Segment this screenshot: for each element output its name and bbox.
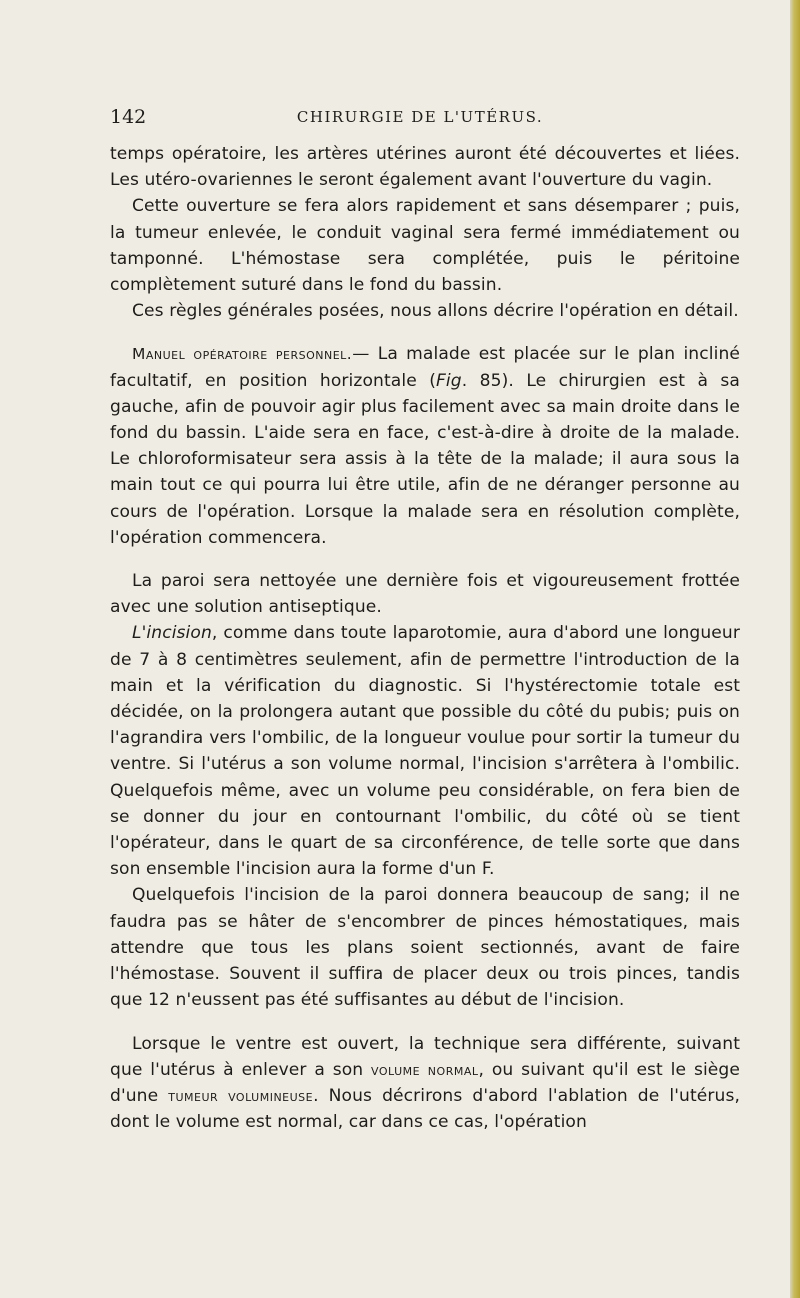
term-volume-normal: volume normal <box>371 1060 479 1079</box>
term-tumeur-volumineuse: tumeur volumineuse <box>168 1086 314 1105</box>
incision-term: L'incision <box>132 623 212 644</box>
paragraph-3: Ces règles générales posées, nous allons décrire l'opération en détail. <box>132 301 739 322</box>
page-header <box>110 106 730 132</box>
paragraph-8-text-b: , ou suivant qu'il est le siège d'une <box>110 1059 740 1106</box>
paragraph-4-text-a: — La malade est placée sur le plan incliné facultatif, en position horizontale ( <box>110 344 740 391</box>
paragraph-6 <box>110 620 740 882</box>
paragraph-8 <box>110 1031 740 1136</box>
paragraph-1: temps opératoire, les artères utérines auront été découvertes et liées. Les utéro-ovariennes le seront également avant l'ouverture du vagin. <box>110 144 740 191</box>
paragraph-6-text: , comme dans toute laparotomie, aura d'abord une longueur de 7 à 8 centimètres seulement, afin de permettre l'introduction de la main et la vérification du diagnostic. Si l'hystérectomie totale est décidée, on la prolongera autant que possible du côté du pubis; puis on l'agrandira vers l'ombilic, de la longueur voulue pour sortir la tumeur du ventre. Si l'utérus a son volume normal, l'incision s'arrêtera à l'ombilic. Quelquefois même, avec un volume peu considérable, on fera bien de se donner du jour en contournant l'ombilic, du côté où se tient l'opérateur, dans le quart de sa circonférence, de telle sorte que dans son ensemble l'incision aura la forme d'un F. <box>110 623 740 880</box>
running-title: CHIRURGIE DE L'UTÉRUS. <box>296 108 544 126</box>
page-number: 142 <box>110 106 147 128</box>
figure-reference: Fig <box>436 370 462 391</box>
paragraph-4-text-b: . 85). Le chirurgien est à sa gauche, afin de pouvoir agir plus facilement avec sa main droite dans le fond du bassin. L'aide sera en face, c'est-à-dire à droite de la malade. Le chloroformisateur sera assis à la tête de la malade; il aura sous la main tout ce qui pourra lui être utile, afin de ne déranger personne au cours de l'opération. Lorsque la malade sera en résolution complète, l'opération commencera. <box>110 370 741 548</box>
paragraph-7: Quelquefois l'incision de la paroi donnera beaucoup de sang; il ne faudra pas se hâter de s'encombrer de pinces hémostatiques, mais attendre que tous les plans soient sectionnés, avant de faire l'hémostase. Souvent il suffira de placer deux ou trois pinces, tandis que 12 n'eussent pas été suffisantes au début de l'incision. <box>110 885 740 1011</box>
paragraph-8-text-a: Lorsque le ventre est ouvert, la technique sera différente, suivant que l'utérus à enlever a son <box>110 1033 740 1080</box>
paragraph-8-text-c: . Nous décrirons d'abord l'ablation de l'utérus, dont le volume est normal, car dans ce cas, l'opération <box>110 1085 740 1133</box>
paragraph-4 <box>110 341 740 551</box>
paragraph-2: Cette ouverture se fera alors rapidement et sans désemparer ; puis, la tumeur enlevée, le conduit vaginal sera fermé immédiatement ou tamponné. L'hémostase sera complétée, puis le péritoine complètement suturé dans le fond du bassin. <box>110 196 740 296</box>
section-heading: Manuel opératoire personnel. <box>132 345 353 364</box>
page-edge <box>790 0 800 1298</box>
paragraph-5: La paroi sera nettoyée une dernière fois et vigoureusement frottée avec une solution antiseptique. <box>110 571 740 618</box>
body-text <box>110 141 740 1135</box>
